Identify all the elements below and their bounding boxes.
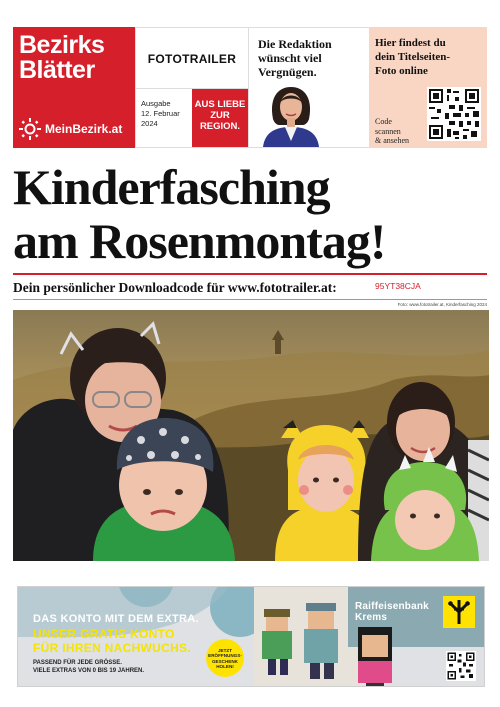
- ad-line-3a: PASSEND FÜR JEDE GRÖSSE.: [33, 660, 122, 666]
- scan-line-3: & ansehen: [375, 136, 409, 145]
- ad-line-2: [33, 627, 191, 655]
- cover-message: [375, 36, 450, 78]
- fototrailer-label: FOTOTRAILER: [147, 52, 237, 66]
- bubble-line-2: ERÖFFNUNGS-: [208, 653, 242, 659]
- bubble-line-3: GESCHENK: [211, 658, 239, 664]
- headline: [13, 160, 493, 268]
- brand-logo[interactable]: [13, 27, 135, 148]
- raiffeisen-logo-icon: [443, 596, 475, 628]
- download-code[interactable]: 95YT38CJA: [375, 281, 421, 291]
- scan-line-1: Code: [375, 117, 392, 126]
- region-line-2: ZUR: [210, 110, 230, 121]
- meinbezirk-link[interactable]: [19, 118, 122, 140]
- download-text: Dein persönlicher Downloadcode für www.fototrailer.at:: [13, 280, 337, 295]
- brand-sub-label: MeinBezirk.at: [45, 122, 123, 136]
- family-photo-illustration: [13, 310, 489, 561]
- qr-code-icon[interactable]: [427, 87, 481, 141]
- bubble-line-4: HOLEN!: [216, 664, 234, 670]
- cover-photo-box: [369, 27, 487, 148]
- headline-line-1: Kinderfasching: [13, 159, 330, 215]
- issue-info: [136, 89, 192, 147]
- cover-line-1: Hier findest du: [375, 37, 446, 49]
- divider-thin: [13, 299, 487, 300]
- region-slogan: [192, 89, 248, 147]
- editor-portrait: [259, 85, 323, 147]
- ad-line-3b: VIELE EXTRAS VON 0 BIS 19 JAHREN.: [33, 668, 145, 674]
- brand-line-1: Bezirks: [19, 31, 105, 59]
- ad-gift-bubble[interactable]: [206, 639, 244, 677]
- advertisement-banner[interactable]: [17, 586, 485, 687]
- editor-line-3: Vergnügen.: [258, 65, 317, 79]
- cover-line-3: Foto online: [375, 65, 428, 77]
- scan-line-2: scannen: [375, 126, 401, 136]
- issue-row: [136, 88, 248, 147]
- sun-logo-icon: [19, 118, 41, 140]
- fototrailer-box: [135, 27, 249, 148]
- editor-message: [258, 37, 332, 79]
- ad-line-1: DAS KONTO MIT DEM EXTRA.: [33, 613, 199, 625]
- ad-line-2b: FÜR IHREN NACHWUCHS.: [33, 641, 191, 655]
- ad-line-3: [33, 659, 144, 675]
- cover-line-2: dein Titelseiten-: [375, 51, 451, 63]
- editor-line-1: Die Redaktion: [258, 37, 332, 51]
- divider: [13, 273, 487, 275]
- region-line-1: AUS LIEBE: [194, 99, 246, 110]
- editor-line-2: wünscht viel: [258, 51, 322, 65]
- bank-line-1: Raiffeisenbank: [355, 601, 429, 612]
- masthead: [13, 27, 487, 148]
- photo-credit: Foto: www.fototrailer.at, Kinderfasching 2024: [397, 302, 487, 307]
- bank-name: [355, 601, 429, 623]
- bubble-line-1: JETZT: [217, 648, 233, 653]
- cover-photo: [13, 310, 489, 561]
- ad-line-2a: UNSER GRATIS KONTO: [33, 627, 175, 641]
- bank-line-2: Krems: [355, 612, 388, 623]
- issue-date-line-2: 2024: [141, 119, 158, 128]
- scan-hint: [375, 117, 409, 146]
- issue-label: Ausgabe: [141, 99, 171, 108]
- region-line-3: REGION.: [199, 121, 241, 132]
- issue-date-line-1: 12. Februar: [141, 109, 180, 118]
- ad-qr-code-icon[interactable]: [446, 651, 476, 681]
- editor-box: [249, 27, 369, 148]
- headline-line-2: am Rosenmontag!: [13, 213, 386, 269]
- brand-line-2: Blätter: [19, 56, 95, 84]
- brand-name: [19, 33, 104, 83]
